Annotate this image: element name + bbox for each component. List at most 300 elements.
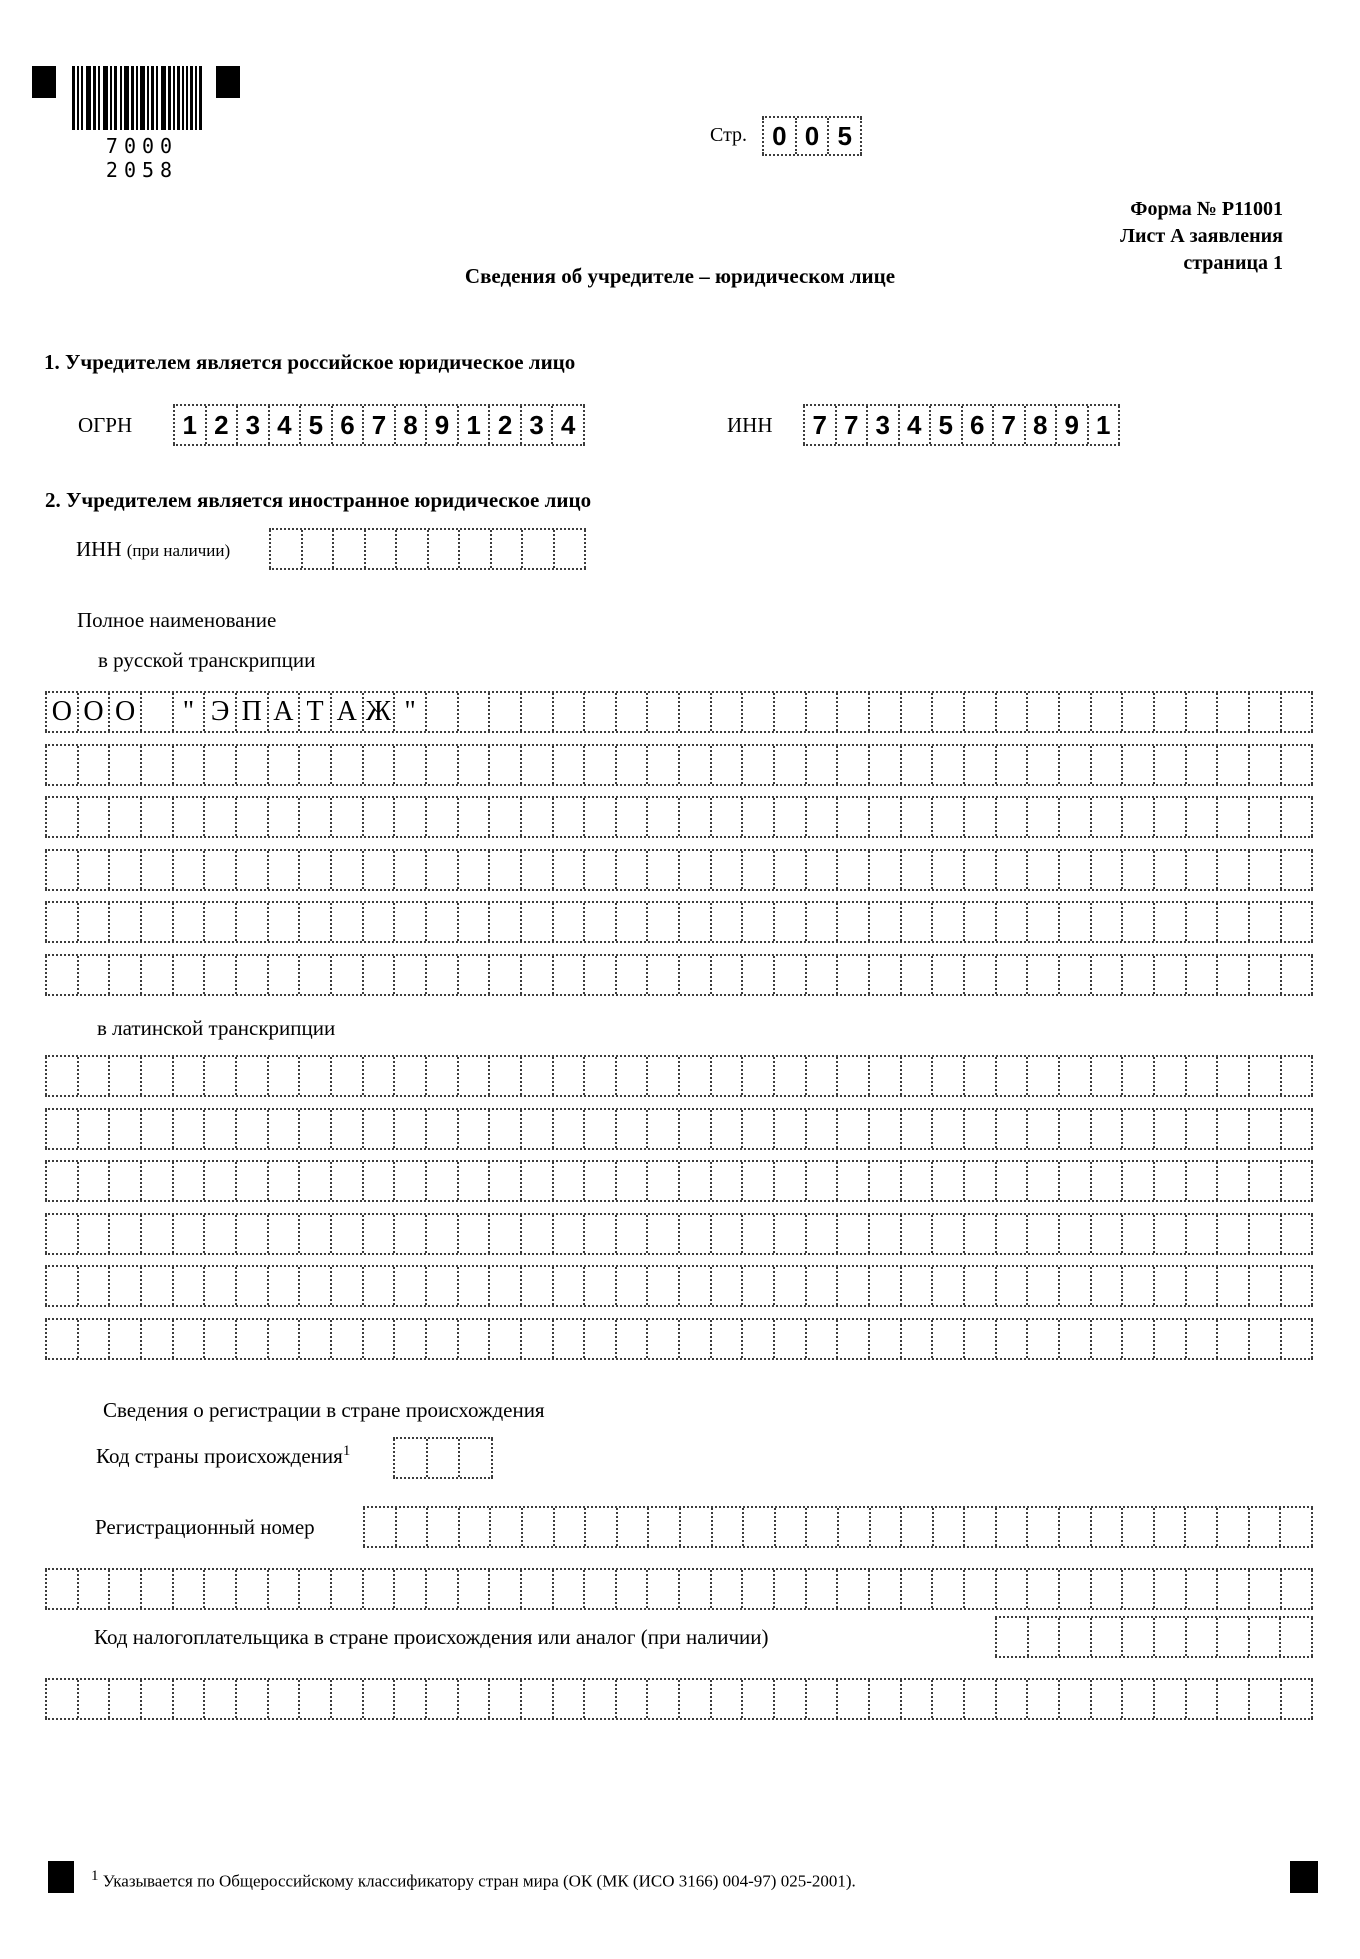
form-cell[interactable] [1155,746,1187,784]
form-cell[interactable] [1155,1570,1187,1608]
form-cell[interactable] [617,1110,649,1148]
form-cell[interactable] [585,746,617,784]
form-cell[interactable] [997,1570,1029,1608]
form-cell[interactable]: 0 [797,118,830,154]
form-cell[interactable] [110,1320,142,1358]
form-cell[interactable] [838,1570,870,1608]
form-cell[interactable] [680,1110,712,1148]
form-cell[interactable] [110,1057,142,1095]
form-cell[interactable] [427,1110,459,1148]
form-cell[interactable] [776,1508,808,1546]
form-cell[interactable] [45,1110,79,1148]
form-cell[interactable] [807,1057,839,1095]
form-cell[interactable] [1028,1570,1060,1608]
form-cell[interactable]: 2 [490,406,522,444]
form-cell[interactable] [1092,798,1124,836]
form-cell[interactable] [1092,1215,1124,1253]
form-cell[interactable] [965,798,997,836]
form-cell[interactable] [332,1320,364,1358]
form-cell[interactable] [1060,746,1092,784]
form-cell[interactable] [617,903,649,941]
form-cell[interactable] [1218,746,1250,784]
form-cell[interactable] [395,1267,427,1305]
form-cell[interactable] [205,746,237,784]
form-cell[interactable] [1028,1320,1060,1358]
form-cell[interactable] [902,1508,934,1546]
form-cell[interactable] [45,956,79,994]
form-cell[interactable] [965,851,997,889]
form-cell[interactable] [1123,903,1155,941]
form-cell[interactable] [395,1215,427,1253]
form-cell[interactable] [838,798,870,836]
form-cell[interactable] [490,1267,522,1305]
form-cell[interactable] [902,798,934,836]
form-cell[interactable] [237,1057,269,1095]
form-cell[interactable] [1092,851,1124,889]
form-cell[interactable] [1218,1215,1250,1253]
form-cell[interactable] [585,798,617,836]
form-cell[interactable] [1123,1110,1155,1148]
form-cell[interactable] [300,798,332,836]
form-cell[interactable] [1282,851,1314,889]
form-cell[interactable] [332,1162,364,1200]
form-cell[interactable] [1060,956,1092,994]
form-cell[interactable] [680,956,712,994]
form-cell[interactable] [364,1320,396,1358]
form-cell[interactable] [300,1680,332,1718]
form-cell[interactable] [1028,746,1060,784]
form-cell[interactable] [142,798,174,836]
form-cell[interactable]: А [269,693,301,731]
form-cell[interactable] [459,693,491,731]
form-cell[interactable] [459,1680,491,1718]
form-cell[interactable] [712,1110,744,1148]
form-cell[interactable] [648,798,680,836]
form-cell[interactable] [79,956,111,994]
form-cell[interactable] [523,530,555,568]
form-cell[interactable] [174,1215,206,1253]
form-cell[interactable] [142,903,174,941]
form-cell[interactable]: 4 [553,406,585,444]
form-cell[interactable] [554,851,586,889]
form-cell[interactable] [554,956,586,994]
form-cell[interactable] [237,1680,269,1718]
form-cell[interactable] [1028,693,1060,731]
form-cell[interactable] [713,1508,745,1546]
form-cell[interactable] [997,1320,1029,1358]
form-cell[interactable] [397,1508,429,1546]
form-cell[interactable] [997,798,1029,836]
form-cell[interactable] [1155,1267,1187,1305]
form-cell[interactable] [332,1267,364,1305]
form-cell[interactable] [1250,746,1282,784]
form-cell[interactable] [237,956,269,994]
form-cell[interactable] [427,956,459,994]
form-cell[interactable] [807,1508,839,1546]
form-cell[interactable] [522,746,554,784]
form-cell[interactable] [870,1162,902,1200]
form-cell[interactable] [523,1508,555,1546]
form-cell[interactable] [680,1680,712,1718]
form-cell[interactable] [617,1680,649,1718]
form-cell[interactable] [427,1267,459,1305]
form-cell[interactable] [269,851,301,889]
form-cell[interactable] [933,1215,965,1253]
form-cell[interactable] [1281,1618,1313,1656]
form-cell[interactable] [1187,1680,1219,1718]
form-cell[interactable] [712,956,744,994]
form-cell[interactable] [1282,798,1314,836]
form-cell[interactable] [364,1570,396,1608]
form-cell[interactable] [1123,1618,1155,1656]
form-cell[interactable] [617,746,649,784]
form-cell[interactable] [965,693,997,731]
form-cell[interactable] [585,1570,617,1608]
form-cell[interactable] [965,956,997,994]
form-cell[interactable] [79,903,111,941]
form-cell[interactable] [1123,1680,1155,1718]
form-cell[interactable] [870,746,902,784]
form-cell[interactable] [45,1215,79,1253]
form-cell[interactable] [554,1215,586,1253]
form-cell[interactable] [395,1110,427,1148]
form-cell[interactable] [997,903,1029,941]
form-cell[interactable] [110,746,142,784]
form-cell[interactable] [648,956,680,994]
form-cell[interactable] [870,956,902,994]
form-cell[interactable] [1282,1570,1314,1608]
form-cell[interactable] [459,1570,491,1608]
form-cell[interactable]: 7 [803,406,837,444]
form-cell[interactable] [427,903,459,941]
form-cell[interactable] [45,1680,79,1718]
form-cell[interactable] [395,1320,427,1358]
form-cell[interactable] [1187,746,1219,784]
form-cell[interactable]: П [237,693,269,731]
form-cell[interactable] [491,1508,523,1546]
form-cell[interactable] [395,903,427,941]
form-cell[interactable] [997,1162,1029,1200]
form-cell[interactable] [237,1215,269,1253]
form-cell[interactable] [1123,1570,1155,1608]
form-cell[interactable] [427,1570,459,1608]
form-cell[interactable] [1250,1267,1282,1305]
form-cell[interactable] [269,903,301,941]
form-cell[interactable] [1250,1110,1282,1148]
form-cell[interactable] [743,798,775,836]
form-cell[interactable] [174,746,206,784]
form-cell[interactable] [838,1110,870,1148]
form-cell[interactable] [522,903,554,941]
form-cell[interactable] [522,1570,554,1608]
form-cell[interactable] [300,1110,332,1148]
form-cell[interactable] [1060,798,1092,836]
form-cell[interactable] [1218,1267,1250,1305]
form-cell[interactable] [142,1570,174,1608]
form-cell[interactable] [1123,693,1155,731]
form-cell[interactable] [300,1215,332,1253]
form-cell[interactable] [1187,1110,1219,1148]
form-cell[interactable] [554,1057,586,1095]
form-cell[interactable]: 5 [931,406,963,444]
form-cell[interactable] [395,851,427,889]
form-cell[interactable] [1155,1508,1187,1546]
form-cell[interactable] [870,798,902,836]
form-cell[interactable] [174,903,206,941]
form-cell[interactable] [933,1680,965,1718]
form-cell[interactable] [680,851,712,889]
form-cell[interactable] [1282,1162,1314,1200]
form-cell[interactable] [997,746,1029,784]
form-cell[interactable] [237,1162,269,1200]
form-cell[interactable] [1028,1162,1060,1200]
form-cell[interactable] [680,1267,712,1305]
form-cell[interactable] [617,693,649,731]
form-cell[interactable] [1250,798,1282,836]
form-cell[interactable] [1060,1162,1092,1200]
form-cell[interactable] [1186,1508,1218,1546]
form-cell[interactable] [237,1110,269,1148]
form-cell[interactable] [269,1162,301,1200]
form-cell[interactable] [617,1267,649,1305]
form-cell[interactable] [1187,1320,1219,1358]
form-cell[interactable] [902,903,934,941]
form-cell[interactable] [680,746,712,784]
form-cell[interactable] [459,1215,491,1253]
form-cell[interactable] [1155,1110,1187,1148]
form-cell[interactable] [680,1057,712,1095]
form-cell[interactable] [1092,1320,1124,1358]
form-cell[interactable] [332,1570,364,1608]
form-cell[interactable] [332,1680,364,1718]
form-cell[interactable] [902,1320,934,1358]
form-cell[interactable] [838,851,870,889]
form-cell[interactable] [1155,903,1187,941]
form-cell[interactable] [174,1057,206,1095]
form-cell[interactable] [617,1570,649,1608]
form-cell[interactable] [174,1267,206,1305]
form-cell[interactable] [427,693,459,731]
form-cell[interactable] [1282,1110,1314,1148]
form-cell[interactable] [395,1680,427,1718]
form-cell[interactable] [79,1215,111,1253]
form-cell[interactable] [332,1110,364,1148]
form-cell[interactable] [1092,956,1124,994]
form-cell[interactable] [554,693,586,731]
form-cell[interactable] [1218,1508,1250,1546]
form-cell[interactable] [1250,1570,1282,1608]
form-cell[interactable] [1092,746,1124,784]
form-cell[interactable] [205,903,237,941]
form-cell[interactable]: О [79,693,111,731]
form-cell[interactable] [110,1215,142,1253]
form-cell[interactable] [1155,851,1187,889]
form-cell[interactable] [269,1320,301,1358]
form-cell[interactable] [743,851,775,889]
form-cell[interactable] [174,956,206,994]
form-cell[interactable] [332,798,364,836]
form-cell[interactable] [807,956,839,994]
form-cell[interactable] [1123,851,1155,889]
form-cell[interactable] [681,1508,713,1546]
form-cell[interactable] [554,1110,586,1148]
form-cell[interactable] [965,1110,997,1148]
form-cell[interactable] [712,1570,744,1608]
form-cell[interactable] [617,798,649,836]
form-cell[interactable] [1155,1215,1187,1253]
form-cell[interactable] [1250,1215,1282,1253]
form-cell[interactable] [460,1508,492,1546]
form-cell[interactable] [300,851,332,889]
form-cell[interactable] [332,851,364,889]
form-cell[interactable] [427,1215,459,1253]
form-cell[interactable] [366,530,398,568]
form-cell[interactable] [205,798,237,836]
form-cell[interactable] [871,1508,903,1546]
form-cell[interactable] [79,1110,111,1148]
form-cell[interactable] [775,1110,807,1148]
form-cell[interactable] [838,1320,870,1358]
form-cell[interactable] [45,798,79,836]
form-cell[interactable] [364,1215,396,1253]
form-cell[interactable] [1060,693,1092,731]
form-cell[interactable] [1029,1618,1061,1656]
form-cell[interactable] [743,1320,775,1358]
form-cell[interactable] [45,851,79,889]
form-cell[interactable] [712,851,744,889]
form-cell[interactable] [933,1162,965,1200]
form-cell[interactable] [712,903,744,941]
form-cell[interactable]: 3 [868,406,900,444]
form-cell[interactable] [965,746,997,784]
form-cell[interactable] [490,1110,522,1148]
form-cell[interactable] [648,1215,680,1253]
form-cell[interactable] [933,1057,965,1095]
form-cell[interactable] [300,1267,332,1305]
form-cell[interactable] [237,798,269,836]
form-cell[interactable] [1060,1680,1092,1718]
form-cell[interactable] [554,798,586,836]
form-cell[interactable] [648,1110,680,1148]
form-cell[interactable] [585,1057,617,1095]
form-cell[interactable] [79,1320,111,1358]
form-cell[interactable] [1282,903,1314,941]
form-cell[interactable] [110,903,142,941]
form-cell[interactable] [205,1162,237,1200]
form-cell[interactable] [522,956,554,994]
form-cell[interactable] [205,1680,237,1718]
form-cell[interactable] [807,903,839,941]
form-cell[interactable] [79,1570,111,1608]
form-cell[interactable] [300,903,332,941]
form-cell[interactable]: 7 [994,406,1026,444]
form-cell[interactable] [364,851,396,889]
form-cell[interactable] [1060,1570,1092,1608]
form-cell[interactable] [459,1110,491,1148]
form-cell[interactable] [490,1162,522,1200]
form-cell[interactable] [174,851,206,889]
form-cell[interactable] [110,956,142,994]
form-cell[interactable] [1060,903,1092,941]
form-cell[interactable] [1187,693,1219,731]
form-cell[interactable] [839,1508,871,1546]
form-cell[interactable] [838,693,870,731]
form-cell[interactable] [1092,1110,1124,1148]
form-cell[interactable] [1250,851,1282,889]
form-cell[interactable] [648,851,680,889]
form-cell[interactable] [300,956,332,994]
form-cell[interactable] [79,851,111,889]
form-cell[interactable] [174,1320,206,1358]
form-cell[interactable] [1218,956,1250,994]
form-cell[interactable] [933,1110,965,1148]
form-cell[interactable] [490,903,522,941]
form-cell[interactable] [585,903,617,941]
form-cell[interactable] [870,1570,902,1608]
form-cell[interactable] [775,1320,807,1358]
form-cell[interactable] [459,1320,491,1358]
form-cell[interactable] [332,903,364,941]
form-cell[interactable] [142,1680,174,1718]
form-cell[interactable]: " [174,693,206,731]
form-cell[interactable] [269,1570,301,1608]
form-cell[interactable] [427,1057,459,1095]
form-cell[interactable] [933,1570,965,1608]
form-cell[interactable] [142,693,174,731]
form-cell[interactable] [775,956,807,994]
form-cell[interactable] [1250,693,1282,731]
form-cell[interactable] [142,1267,174,1305]
form-cell[interactable] [427,851,459,889]
form-cell[interactable] [743,1110,775,1148]
form-cell[interactable] [807,1680,839,1718]
form-cell[interactable]: 4 [270,406,302,444]
form-cell[interactable]: " [395,693,427,731]
form-cell[interactable] [965,1508,997,1546]
form-cell[interactable] [459,851,491,889]
form-cell[interactable]: О [45,693,79,731]
form-cell[interactable] [838,1162,870,1200]
form-cell[interactable] [395,1057,427,1095]
form-cell[interactable] [1250,1680,1282,1718]
form-cell[interactable] [807,798,839,836]
form-cell[interactable] [648,1680,680,1718]
form-cell[interactable] [1092,1267,1124,1305]
form-cell[interactable] [1123,1215,1155,1253]
form-cell[interactable] [269,1215,301,1253]
form-cell[interactable] [522,1680,554,1718]
form-cell[interactable] [142,1110,174,1148]
form-cell[interactable] [554,1162,586,1200]
form-cell[interactable] [142,851,174,889]
form-cell[interactable] [933,1267,965,1305]
form-cell[interactable] [300,1320,332,1358]
form-cell[interactable]: 5 [829,118,862,154]
form-cell[interactable] [933,903,965,941]
form-cell[interactable] [1250,903,1282,941]
form-cell[interactable] [364,746,396,784]
form-cell[interactable] [174,1162,206,1200]
form-cell[interactable] [775,1267,807,1305]
form-cell[interactable]: 9 [427,406,459,444]
form-cell[interactable] [427,1162,459,1200]
form-cell[interactable] [617,1057,649,1095]
form-cell[interactable] [1218,798,1250,836]
form-cell[interactable]: Э [205,693,237,731]
form-cell[interactable]: 5 [301,406,333,444]
form-cell[interactable] [743,1215,775,1253]
form-cell[interactable] [1218,693,1250,731]
